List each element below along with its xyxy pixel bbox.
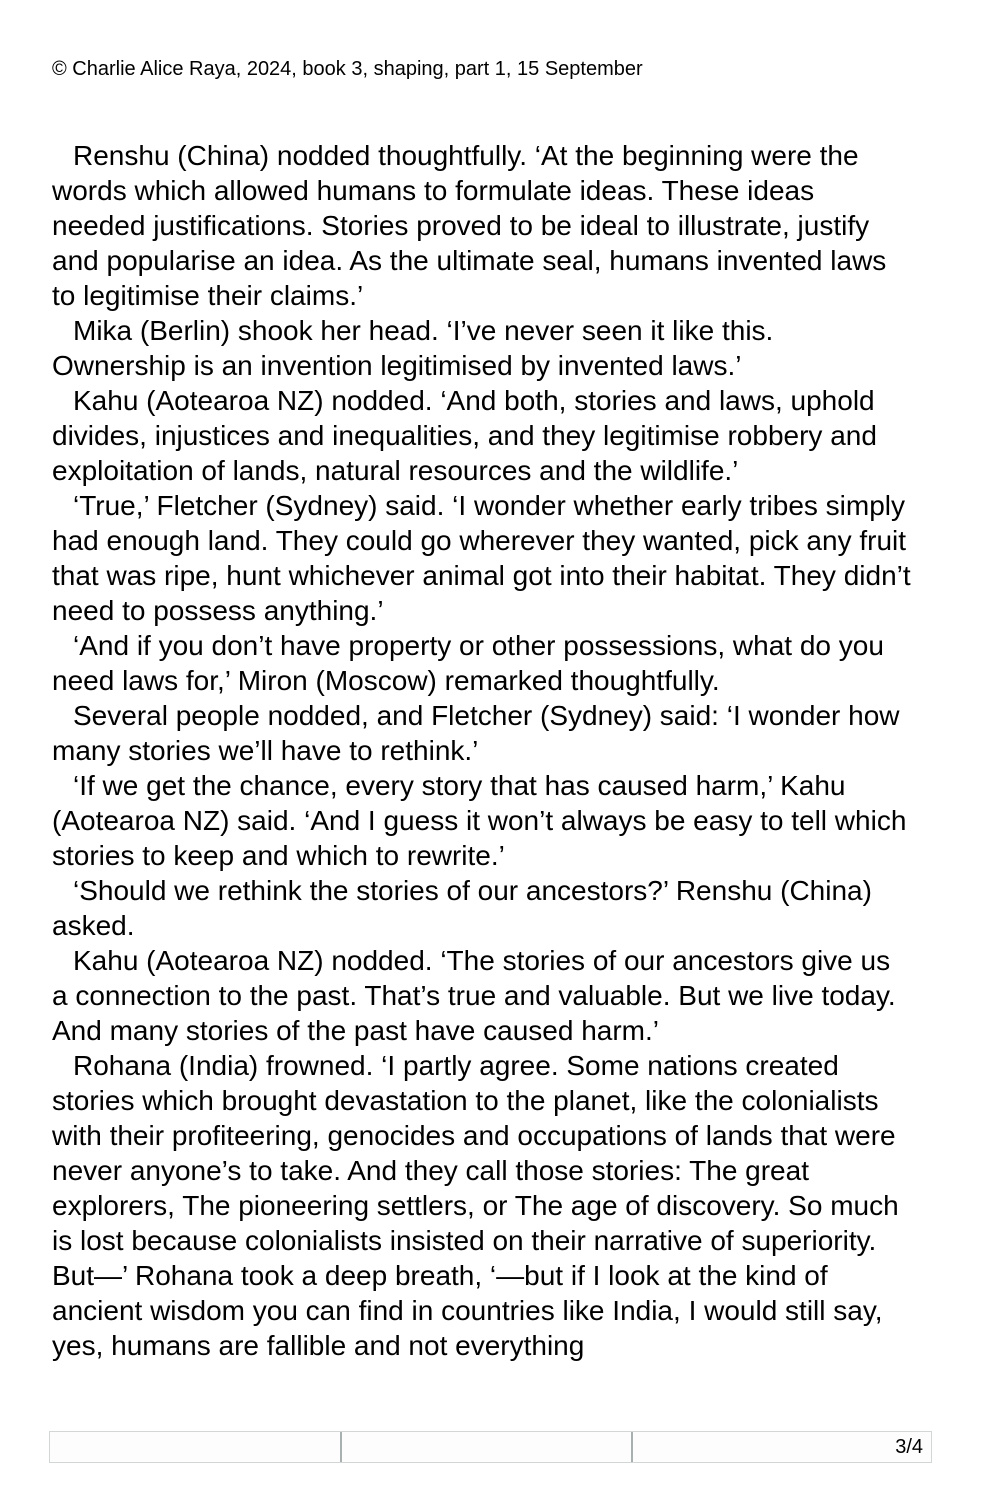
paragraph-mika: Mika (Berlin) shook her head. ‘I’ve never seen it like this. Ownership is an invention legitimised by invented laws.’ xyxy=(52,315,774,381)
paragraph-kahu-stories-laws: Kahu (Aotearoa NZ) nodded. ‘And both, stories and laws, uphold divides, injustices and inequalities, and they legitimise robbery and exploitation of lands, natural resources and the wildlife.’ xyxy=(52,385,877,486)
paragraph-several-people: Several people nodded, and Fletcher (Sydney) said: ‘I wonder how many stories we’ll have to rethink.’ xyxy=(52,700,900,766)
paragraph-renshu-opening: Renshu (China) nodded thoughtfully. ‘At the beginning were the words which allowed humans to formulate ideas. These ideas needed justifications. Stories proved to be ideal to illustrate, justify and popularise an idea. As the ultimate seal, humans invented laws to legitimise their claims.’ xyxy=(52,140,887,311)
copyright-header: © Charlie Alice Raya, 2024, book 3, shaping, part 1, 15 September xyxy=(52,58,643,80)
progress-cell-3 xyxy=(633,1432,931,1462)
paragraph-kahu-ancestors: Kahu (Aotearoa NZ) nodded. ‘The stories of our ancestors give us a connection to the past. That’s true and valuable. But we live today. And many stories of the past have caused harm.’ xyxy=(52,945,896,1046)
paragraph-rohana: Rohana (India) frowned. ‘I partly agree. Some nations created stories which brought devastation to the planet, like the colonialists with their profiteering, genocides and occupations of lands that were never anyone’s to take. And they call those stories: The great explorers, The pioneering settlers, or The age of discovery. So much is lost because colonialists insisted on their narrative of superiority. But—’ Rohana took a deep breath, ‘—but if I look at the kind of ancient wisdom you can find in countries like India, I would still say, yes, humans are fallible and not everything xyxy=(52,1050,899,1361)
body-text-column xyxy=(52,138,912,1363)
page-indicator: 3/4 xyxy=(895,1435,924,1458)
paragraph-kahu-chance: ‘If we get the chance, every story that has caused harm,’ Kahu (Aotearoa NZ) said. ‘And I guess it won’t always be easy to tell which stories to keep and which to rewrite.’ xyxy=(52,770,907,871)
page-progress-bar xyxy=(49,1431,932,1463)
paragraph-fletcher-true: ‘True,’ Fletcher (Sydney) said. ‘I wonder whether early tribes simply had enough land. They could go wherever they wanted, pick any fruit that was ripe, hunt whichever animal got into their habitat. They didn’t need to possess anything.’ xyxy=(52,490,911,626)
paragraph-miron: ‘And if you don’t have property or other possessions, what do you need laws for,’ Miron (Moscow) remarked thoughtfully. xyxy=(52,630,884,696)
paragraph-renshu-question: ‘Should we rethink the stories of our ancestors?’ Renshu (China) asked. xyxy=(52,875,872,941)
progress-cell-1 xyxy=(50,1432,342,1462)
progress-cell-2 xyxy=(342,1432,634,1462)
